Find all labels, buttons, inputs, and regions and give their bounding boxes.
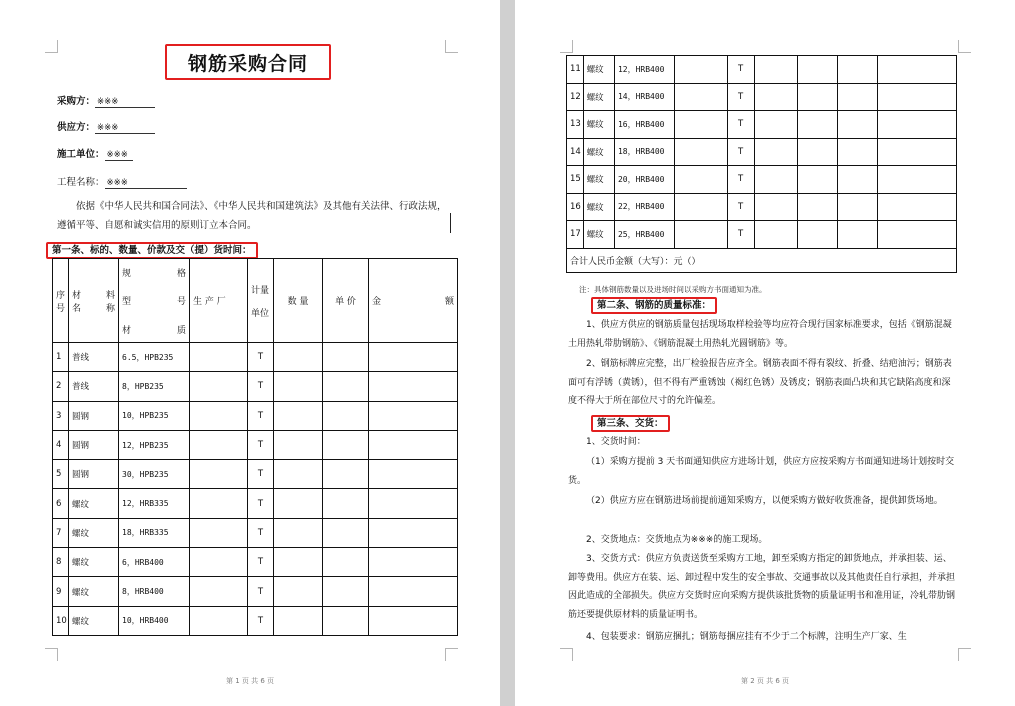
unit-cell: T [727,166,754,194]
unit-cell: T [248,372,274,401]
empty-cell [323,401,369,430]
empty-cell [798,111,838,139]
spec-grade: 22，HRB400 [614,193,674,221]
manufacturer-cell [675,193,727,221]
empty-cell [274,606,323,635]
empty-cell [877,193,956,221]
table-row [567,193,957,221]
table-row [567,166,957,194]
empty-cell [754,111,798,139]
unit-cell: T [727,56,754,84]
spec-grade: 20，HRB400 [614,166,674,194]
empty-cell [274,489,323,518]
table-row [567,56,957,84]
empty-cell [274,343,323,372]
table-row [53,401,458,430]
party-label: 施工单位： [57,149,105,160]
unit-cell: T [248,577,274,606]
empty-cell [877,138,956,166]
empty-cell [798,83,838,111]
crop-mark [958,40,971,53]
empty-cell [369,606,458,635]
empty-cell [369,343,458,372]
spec-grade: 16，HRB400 [614,111,674,139]
empty-cell [877,111,956,139]
unit-cell: T [727,83,754,111]
table-header-row [53,259,458,343]
empty-cell [369,577,458,606]
empty-cell [754,193,798,221]
unit-cell: T [248,489,274,518]
row-number: 1 [53,343,69,372]
section-2-title: 第二条、钢筋的质量标准： [591,297,717,314]
spec-grade: 25，HRB400 [614,221,674,249]
unit-cell: T [727,111,754,139]
empty-cell [754,56,798,84]
unit-cell: T [248,343,274,372]
empty-cell [323,430,369,459]
crop-mark [445,648,458,661]
empty-cell [754,166,798,194]
spec-grade: 12，HRB335 [119,489,190,518]
spec-grade: 6，HRB400 [119,548,190,577]
empty-cell [274,401,323,430]
material-table-part-1 [52,258,458,636]
crop-mark [45,648,58,661]
row-number: 2 [53,372,69,401]
empty-cell [877,221,956,249]
section-3-para-3: （2）供应方应在钢筋进场前提前通知采购方，以便采购方做好收货准备，提供卸货场地。 [586,496,943,506]
empty-cell [838,56,878,84]
unit-cell: T [727,138,754,166]
table-row [53,343,458,372]
manufacturer-cell [190,401,248,430]
section-3-title: 第三条、交货： [591,415,670,432]
unit-cell: T [248,606,274,635]
page-gap [500,0,515,706]
material-name: 螺纹 [583,111,614,139]
unit-cell: T [727,193,754,221]
section-3-para-4: 2、交货地点：交货地点为※※※的施工现场。 [586,535,768,545]
empty-cell [323,518,369,547]
empty-cell [274,460,323,489]
section-3-para-6: 4、包装要求：钢筋应捆扎；钢筋每捆应挂有不少于二个标牌，注明生产厂家、生 [586,632,907,642]
crop-mark [45,40,58,53]
empty-cell [274,577,323,606]
intro-paragraph: 依据《中华人民共和国合同法》、《中华人民共和国建筑法》及其他有关法律、行政法规，遵循平等、自愿和诚实信用的原则订立本合同。 [57,201,447,231]
party-value: ※※※ [95,97,155,108]
text-cursor [450,213,451,233]
material-name: 圆钢 [69,460,119,489]
empty-cell [838,221,878,249]
empty-cell [369,489,458,518]
manufacturer-cell [190,372,248,401]
material-name: 圆钢 [69,430,119,459]
material-name: 螺纹 [69,548,119,577]
row-number: 14 [567,138,584,166]
header-quantity: 数 量 [274,259,323,343]
spec-grade: 10，HRB400 [119,606,190,635]
row-number: 10 [53,606,69,635]
empty-cell [838,111,878,139]
spec-grade: 6.5，HPB235 [119,343,190,372]
contract-title: 钢筋采购合同 [165,44,331,80]
spec-grade: 30，HPB235 [119,460,190,489]
page-footer: 第 2 页 共 6 页 [740,677,790,685]
material-name: 圆钢 [69,401,119,430]
row-number: 16 [567,193,584,221]
table-row [567,111,957,139]
row-number: 3 [53,401,69,430]
empty-cell [838,193,878,221]
empty-cell [754,138,798,166]
manufacturer-cell [675,83,727,111]
row-number: 7 [53,518,69,547]
spec-grade: 12，HPB235 [119,430,190,459]
empty-cell [274,430,323,459]
crop-mark [445,40,458,53]
empty-cell [369,430,458,459]
section-2-para-1: 1、供应方供应的钢筋质量包括现场取样检验等均应符合现行国家标准要求，包括《钢筋混凝土用热轧带肋钢筋》、《钢筋混凝土用热轧光圆钢筋》等。 [568,320,952,349]
manufacturer-cell [190,548,248,577]
section-3-para-5: 3、交货方式：供应方负责送货至采购方工地，卸至采购方指定的卸货地点，并承担装、运、卸等费用。供应方在装、运、卸过程中发生的安全事故、交通事故以及其他责任自行承担，并承担因此造成的全部损失。供应方交货时应向采购方提供该批货物的质量证明书和准用证，冷轧带肋钢筋还要提供原材料的质量证明书。 [568,554,956,620]
party-label: 工程名称： [57,177,105,188]
manufacturer-cell [675,138,727,166]
row-number: 8 [53,548,69,577]
empty-cell [274,372,323,401]
empty-cell [323,606,369,635]
unit-cell: T [248,518,274,547]
empty-cell [274,548,323,577]
material-name: 螺纹 [583,193,614,221]
empty-cell [798,166,838,194]
material-name: 螺纹 [69,606,119,635]
row-number: 15 [567,166,584,194]
empty-cell [323,489,369,518]
table-row [53,548,458,577]
row-number: 6 [53,489,69,518]
spec-grade: 12，HRB400 [614,56,674,84]
manufacturer-cell [190,489,248,518]
material-name: 螺纹 [69,489,119,518]
party-label: 采购方： [57,96,96,107]
table-row [53,372,458,401]
empty-cell [323,460,369,489]
empty-cell [323,343,369,372]
material-name: 螺纹 [583,166,614,194]
party-value: ※※※ [95,123,155,134]
unit-cell: T [727,221,754,249]
party-label: 供应方： [57,122,96,133]
spec-grade: 8，HPB235 [119,372,190,401]
row-number: 4 [53,430,69,459]
header-seq: 序 号 [53,259,69,343]
unit-cell: T [248,548,274,577]
crop-mark [560,40,573,53]
empty-cell [838,138,878,166]
empty-cell [323,548,369,577]
manufacturer-cell [190,577,248,606]
section-3-para-1: 1、交货时间： [586,437,646,447]
section-1-title: 第一条、标的、数量、价款及交（提）货时间： [46,242,258,259]
manufacturer-cell [675,166,727,194]
header-manufacturer: 生 产 厂 [190,259,248,343]
party-buyer [57,93,155,108]
table-row [53,460,458,489]
table-row [53,577,458,606]
empty-cell [798,193,838,221]
manufacturer-cell [190,518,248,547]
table-note: 注：具体钢筋数量以及进场时间以采购方书面通知为准。 [579,285,767,294]
row-number: 11 [567,56,584,84]
manufacturer-cell [675,111,727,139]
unit-cell: T [248,460,274,489]
manufacturer-cell [190,343,248,372]
empty-cell [798,138,838,166]
empty-cell [274,518,323,547]
empty-cell [838,166,878,194]
manufacturer-cell [190,606,248,635]
party-value: ※※※ [105,150,133,161]
material-table-part-2 [566,55,957,273]
empty-cell [798,221,838,249]
header-spec: 规 格 型 号 材 质 [119,259,190,343]
material-name: 螺纹 [69,518,119,547]
table-row [53,606,458,635]
section-3-para-2: （1）采购方提前 3 天书面通知供应方进场计划，供应方应按采购方书面通知进场计划按时交货。 [568,457,955,486]
material-name: 螺纹 [69,577,119,606]
row-number: 13 [567,111,584,139]
table-row [567,138,957,166]
material-name: 螺纹 [583,221,614,249]
empty-cell [369,460,458,489]
row-number: 17 [567,221,584,249]
header-unit: 计量 单位 [248,259,274,343]
empty-cell [798,56,838,84]
empty-cell [838,83,878,111]
row-number: 5 [53,460,69,489]
table-row [567,221,957,249]
manufacturer-cell [675,56,727,84]
material-name: 螺纹 [583,138,614,166]
row-number: 12 [567,83,584,111]
total-row [567,248,957,272]
header-material: 材 料 名 称 [69,259,119,343]
empty-cell [369,548,458,577]
spec-grade: 14，HRB400 [614,83,674,111]
table-row [567,83,957,111]
total-amount-label: 合计人民币金额（大写）：元（） [567,248,957,272]
row-number: 9 [53,577,69,606]
unit-cell: T [248,430,274,459]
table-row [53,518,458,547]
party-supplier [57,119,155,134]
header-amount: 金 额 [369,259,458,343]
empty-cell [877,166,956,194]
manufacturer-cell [190,430,248,459]
party-project-name [57,174,187,189]
empty-cell [323,577,369,606]
manufacturer-cell [190,460,248,489]
header-unit-price: 单 价 [323,259,369,343]
material-name: 螺纹 [583,83,614,111]
manufacturer-cell [675,221,727,249]
table-row [53,430,458,459]
material-name: 螺纹 [583,56,614,84]
spec-grade: 10，HPB235 [119,401,190,430]
crop-mark [560,648,573,661]
spec-grade: 8，HRB400 [119,577,190,606]
empty-cell [369,401,458,430]
party-value: ※※※ [105,178,187,189]
empty-cell [754,83,798,111]
empty-cell [754,221,798,249]
spec-grade: 18，HRB400 [614,138,674,166]
crop-mark [958,648,971,661]
section-2-para-2: 2、钢筋标牌应完整，出厂检验报告应齐全。钢筋表面不得有裂纹、折叠、结疤油污；钢筋表面可有浮锈（黄锈），但不得有严重锈蚀（褐红色锈）及锈皮；钢筋表面凸块和其它缺陷高度和深度不得大于所在部位尺寸的允许偏差。 [568,359,952,407]
material-name: 普线 [69,343,119,372]
empty-cell [369,372,458,401]
page-footer: 第 1 页 共 6 页 [225,677,275,685]
empty-cell [877,83,956,111]
material-name: 普线 [69,372,119,401]
table-row [53,489,458,518]
document-page-1 [0,0,500,706]
unit-cell: T [248,401,274,430]
empty-cell [323,372,369,401]
empty-cell [369,518,458,547]
spec-grade: 18，HRB335 [119,518,190,547]
empty-cell [877,56,956,84]
party-construction-unit [57,146,133,161]
